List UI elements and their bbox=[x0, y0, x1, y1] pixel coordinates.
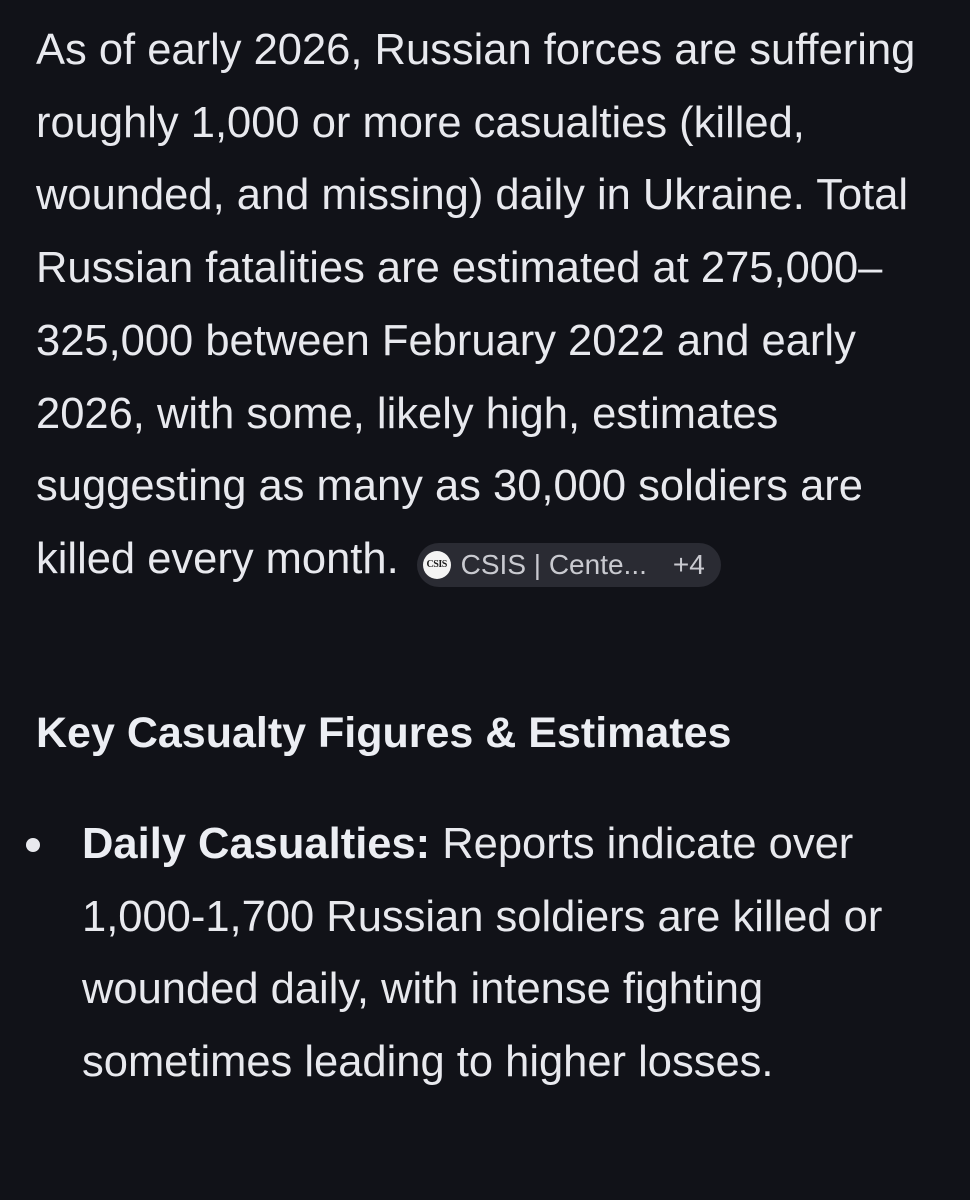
answer-text: As of early 2026, Russian forces are suffering roughly 1,000 or more casualties (killed, wounded, and missing) daily in Ukraine. Total Russian fatalities are estimated at 275,000–325,000 between February 2022 and early 2026, with some, likely high, estimates suggesting as many as 30,000 soldiers are killed every month. bbox=[36, 26, 916, 583]
bullet-text: Reports indicate over 1,000-1,700 Russian soldiers are killed or wounded daily, with intense fighting sometimes leading to higher losses. bbox=[82, 820, 883, 1087]
list-item bbox=[0, 808, 912, 1099]
answer-paragraph bbox=[36, 14, 936, 596]
source-chip[interactable] bbox=[417, 543, 721, 587]
bullet-term: Daily Casualties: bbox=[82, 820, 431, 868]
section-heading: Key Casualty Figures & Estimates bbox=[36, 709, 732, 757]
bullet-icon bbox=[26, 838, 40, 852]
csis-favicon-icon: CSIS bbox=[423, 551, 451, 579]
casualty-figures-list bbox=[0, 808, 970, 1099]
source-chip-label: CSIS | Cente... bbox=[460, 548, 647, 580]
source-chip-more-count: +4 bbox=[672, 548, 705, 580]
